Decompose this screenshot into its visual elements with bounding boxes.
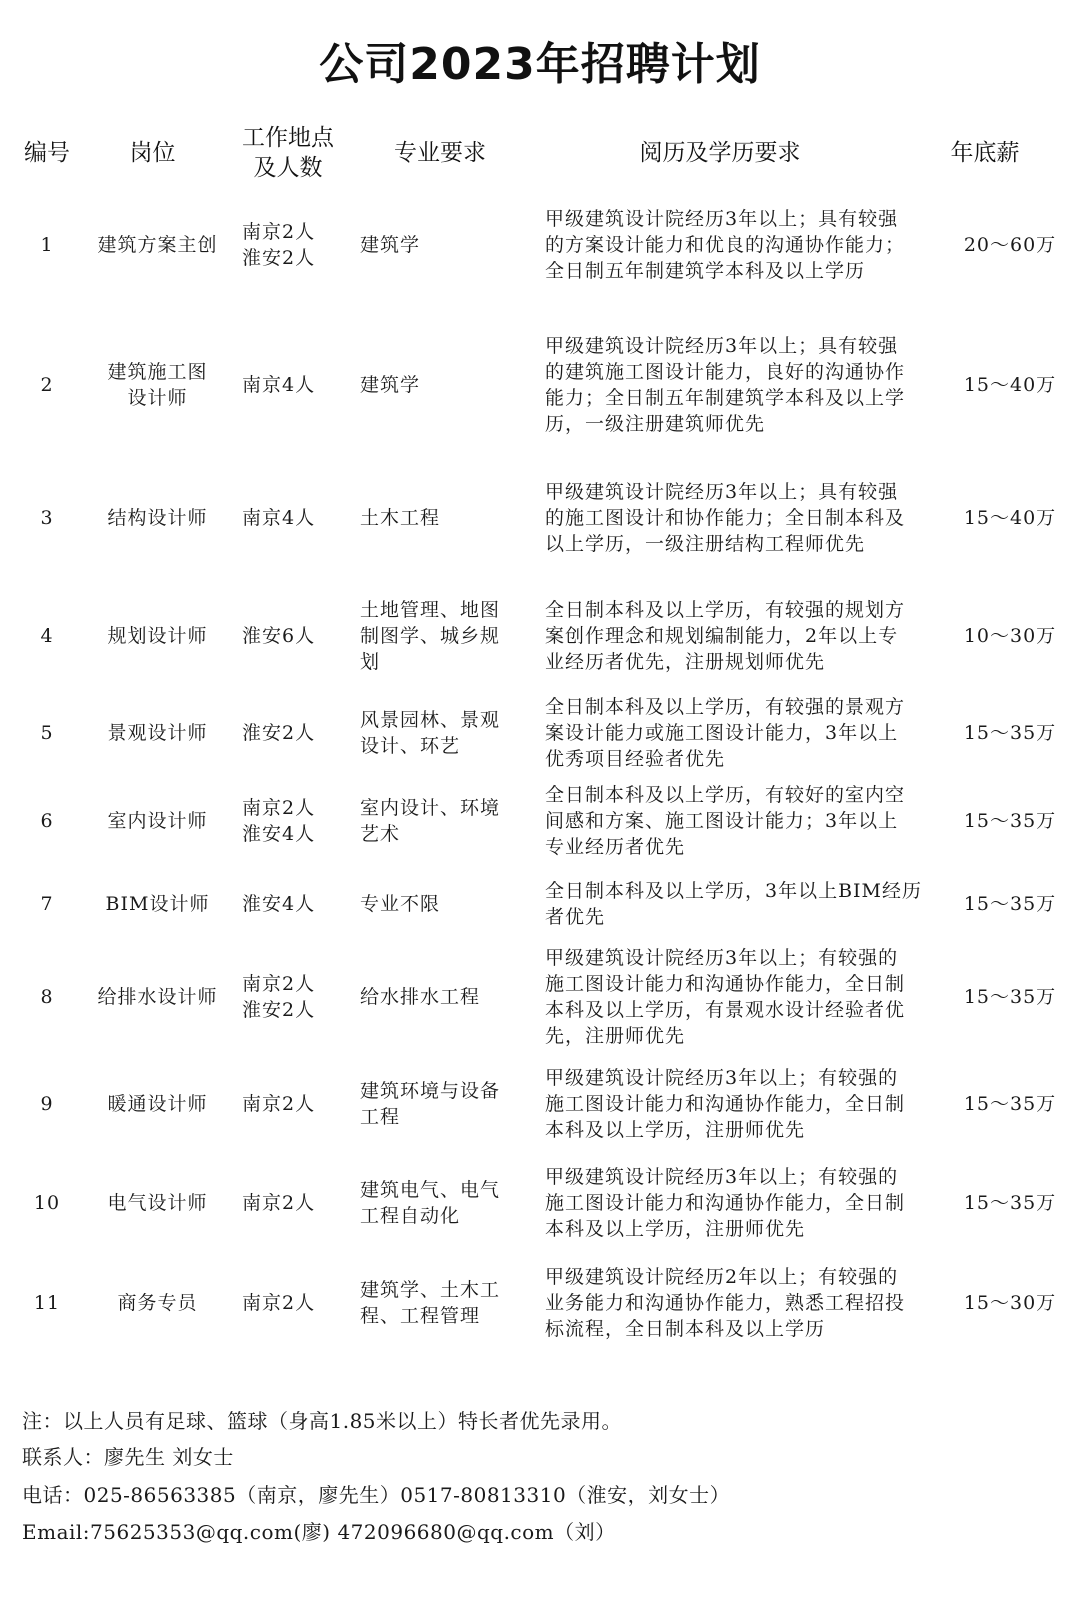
page-title: 公司2023年招聘计划 — [319, 39, 761, 90]
cell-location-line: 南京2人 — [242, 972, 316, 995]
cell-requirements-line: 先，注册师优先 — [545, 1024, 686, 1047]
cell-position-line: 室内设计师 — [107, 810, 208, 832]
cell-salary: 15～30万 — [963, 1291, 1057, 1314]
cell-requirements-line: 施工图设计能力和沟通协作能力，全日制 — [545, 1191, 906, 1214]
cell-requirements-line: 甲级建筑设计院经历3年以上；具有较强 — [545, 480, 899, 503]
cell-position — [90, 1260, 225, 1345]
cell-location-line: 南京4人 — [242, 506, 316, 529]
cell-requirements-line: 本科及以上学历，注册师优先 — [545, 1119, 806, 1141]
table-row — [0, 330, 1080, 440]
footer-contact: 联系人：廖先生 刘女士 — [22, 1445, 234, 1469]
table-row — [0, 688, 1080, 777]
cell-requirements-line: 间感和方案、施工图设计能力；3年以上 — [545, 810, 899, 832]
header-requirements: 阅历及学历要求 — [639, 140, 801, 166]
cell-requirements-line: 优秀项目经验者优先 — [545, 747, 726, 770]
cell-requirements-line: 案创作理念和规划编制能力，2年以上专 — [545, 624, 899, 647]
cell-requirements-line: 全日制本科及以上学历，有较强的景观方 — [545, 695, 906, 718]
cell-position-line: 暖通设计师 — [107, 1093, 208, 1115]
cell-requirements-line: 甲级建筑设计院经历3年以上；具有较强 — [545, 208, 899, 230]
cell-position-line: BIM设计师 — [105, 893, 210, 915]
cell-location-line: 淮安2人 — [242, 721, 316, 744]
cell-major-line: 风景园林、景观 — [360, 708, 501, 731]
cell-requirements — [545, 593, 945, 678]
cell-requirements-line: 甲级建筑设计院经历3年以上；具有较强 — [545, 335, 899, 357]
cell-salary: 10～30万 — [963, 624, 1057, 647]
cell-major — [360, 780, 520, 862]
cell-requirements-line: 全日制本科及以上学历，有较强的规划方 — [545, 598, 906, 621]
cell-position — [90, 1160, 225, 1245]
cell-requirements — [545, 200, 945, 290]
header-location-line1: 工作地点 — [242, 125, 334, 151]
cell-major — [360, 688, 520, 777]
cell-requirements-line: 施工图设计能力和沟通协作能力，全日制 — [545, 972, 906, 995]
cell-num: 3 — [40, 506, 54, 529]
cell-major-line: 程、工程管理 — [360, 1304, 481, 1327]
cell-position — [90, 943, 225, 1050]
cell-major-line: 工程自动化 — [360, 1204, 461, 1227]
cell-position — [90, 780, 225, 862]
cell-salary: 15～35万 — [963, 1191, 1057, 1214]
footer-note: 注：以上人员有足球、篮球（身高1.85米以上）特长者优先录用。 — [22, 1409, 623, 1433]
cell-major-line: 土地管理、地图 — [360, 598, 501, 621]
cell-position — [90, 593, 225, 678]
cell-location-line: 南京2人 — [242, 1093, 316, 1115]
cell-requirements-line: 者优先 — [545, 906, 606, 928]
header-location-line2: 及人数 — [253, 155, 323, 181]
header-num: 编号 — [24, 140, 70, 166]
cell-requirements-line: 甲级建筑设计院经历3年以上；有较强的 — [545, 1165, 899, 1188]
cell-position-line: 电气设计师 — [107, 1191, 208, 1214]
cell-num: 10 — [33, 1191, 61, 1214]
cell-num: 8 — [40, 985, 54, 1008]
cell-major — [360, 593, 520, 678]
cell-location-line: 淮安2人 — [242, 998, 316, 1021]
cell-position-line: 建筑方案主创 — [97, 234, 218, 256]
cell-requirements — [545, 1063, 945, 1145]
cell-location-line: 淮安6人 — [242, 624, 316, 647]
cell-num: 11 — [33, 1291, 61, 1314]
cell-major-line: 室内设计、环境 — [360, 797, 501, 819]
cell-major-line: 建筑电气、电气 — [360, 1178, 501, 1201]
cell-position — [90, 873, 225, 935]
cell-position-line: 结构设计师 — [107, 506, 208, 529]
cell-location-line: 南京2人 — [242, 1291, 316, 1314]
cell-requirements — [545, 1160, 945, 1245]
cell-major-line: 设计、环艺 — [360, 734, 461, 757]
cell-major-line: 给水排水工程 — [360, 985, 481, 1008]
cell-requirements-line: 施工图设计能力和沟通协作能力，全日制 — [545, 1093, 906, 1115]
cell-requirements — [545, 873, 945, 935]
cell-requirements-line: 历，一级注册建筑师优先 — [545, 413, 766, 435]
cell-location-line: 淮安4人 — [242, 893, 316, 915]
table-row — [0, 593, 1080, 678]
cell-salary: 15～35万 — [963, 810, 1057, 832]
cell-location — [242, 1260, 342, 1345]
cell-major — [360, 1160, 520, 1245]
cell-requirements-line: 案设计能力或施工图设计能力，3年以上 — [545, 721, 899, 744]
cell-requirements-line: 的施工图设计和协作能力；全日制本科及 — [545, 506, 906, 529]
cell-location — [242, 200, 342, 290]
cell-requirements-line: 全日制五年制建筑学本科及以上学历 — [545, 260, 866, 282]
cell-location — [242, 330, 342, 440]
cell-requirements-line: 甲级建筑设计院经历2年以上；有较强的 — [545, 1265, 899, 1288]
cell-position — [90, 200, 225, 290]
cell-requirements — [545, 330, 945, 440]
cell-location — [242, 873, 342, 935]
cell-position-line: 规划设计师 — [107, 624, 208, 647]
cell-requirements — [545, 1260, 945, 1345]
cell-requirements — [545, 688, 945, 777]
cell-salary: 15～40万 — [963, 374, 1057, 396]
cell-location-line: 南京2人 — [242, 797, 316, 819]
cell-major — [360, 475, 520, 560]
table-row — [0, 1063, 1080, 1145]
cell-num: 9 — [40, 1093, 54, 1115]
cell-location — [242, 475, 342, 560]
cell-location — [242, 1160, 342, 1245]
cell-requirements-line: 全日制本科及以上学历，有较好的室内空 — [545, 784, 906, 806]
cell-salary: 20～60万 — [963, 234, 1057, 256]
cell-major-line: 划 — [360, 650, 381, 673]
cell-position — [90, 688, 225, 777]
header-position: 岗位 — [129, 140, 176, 166]
header-major: 专业要求 — [394, 140, 486, 166]
cell-salary: 15～35万 — [963, 1093, 1057, 1115]
cell-requirements-line: 甲级建筑设计院经历3年以上；有较强的 — [545, 946, 899, 969]
cell-location — [242, 593, 342, 678]
cell-location-line: 淮安4人 — [242, 823, 316, 845]
table-row — [0, 475, 1080, 560]
footer-email: Email:75625353@qq.com(廖) 472096680@qq.com（刘） — [22, 1520, 616, 1544]
table-row — [0, 1160, 1080, 1245]
cell-requirements-line: 标流程，全日制本科及以上学历 — [545, 1317, 826, 1340]
cell-num: 4 — [40, 624, 54, 647]
cell-major-line: 艺术 — [360, 823, 401, 845]
cell-requirements — [545, 943, 945, 1050]
cell-requirements-line: 以上学历，一级注册结构工程师优先 — [545, 532, 866, 555]
cell-major — [360, 1260, 520, 1345]
cell-requirements-line: 本科及以上学历，有景观水设计经验者优 — [545, 998, 906, 1021]
cell-requirements-line: 全日制本科及以上学历，3年以上BIM经历 — [545, 880, 923, 902]
cell-major-line: 建筑环境与设备 — [360, 1080, 501, 1102]
cell-major-line: 建筑学、土木工 — [360, 1278, 501, 1301]
cell-major-line: 建筑学 — [360, 374, 421, 396]
cell-num: 5 — [40, 721, 54, 744]
cell-requirements-line: 业务能力和沟通协作能力，熟悉工程招投 — [545, 1291, 906, 1314]
cell-location-line: 南京2人 — [242, 1191, 316, 1214]
cell-location-line: 南京2人 — [242, 221, 316, 243]
cell-major — [360, 1063, 520, 1145]
cell-position — [90, 330, 225, 440]
table-row — [0, 780, 1080, 862]
cell-location-line: 淮安2人 — [242, 247, 316, 269]
cell-major — [360, 200, 520, 290]
cell-salary: 15～35万 — [963, 985, 1057, 1008]
cell-position — [90, 475, 225, 560]
cell-major — [360, 943, 520, 1050]
table-row — [0, 1260, 1080, 1345]
cell-requirements — [545, 475, 945, 560]
cell-major-line: 专业不限 — [360, 893, 441, 915]
footer-phone: 电话：025-86563385（南京，廖先生）0517-80813310（淮安，刘女士） — [22, 1483, 731, 1507]
cell-salary: 15～40万 — [963, 506, 1057, 529]
cell-requirements-line: 的建筑施工图设计能力，良好的沟通协作 — [545, 361, 906, 383]
cell-position-line: 建筑施工图 — [107, 361, 208, 383]
cell-num: 7 — [40, 893, 54, 915]
cell-num: 1 — [40, 234, 54, 256]
cell-location — [242, 780, 342, 862]
cell-requirements-line: 能力；全日制五年制建筑学本科及以上学 — [545, 387, 906, 409]
cell-location — [242, 1063, 342, 1145]
cell-position — [90, 1063, 225, 1145]
cell-location-line: 南京4人 — [242, 374, 316, 396]
cell-requirements — [545, 780, 945, 862]
table-row — [0, 873, 1080, 935]
cell-requirements-line: 业经历者优先，注册规划师优先 — [545, 650, 826, 673]
cell-requirements-line: 的方案设计能力和优良的沟通协作能力； — [545, 234, 906, 256]
cell-position-line: 设计师 — [127, 387, 188, 409]
cell-requirements-line: 甲级建筑设计院经历3年以上；有较强的 — [545, 1067, 899, 1089]
cell-position-line: 商务专员 — [117, 1291, 198, 1314]
cell-major-line: 制图学、城乡规 — [360, 624, 501, 647]
cell-major-line: 工程 — [360, 1106, 401, 1128]
cell-num: 2 — [40, 374, 54, 396]
table-row — [0, 200, 1080, 290]
cell-position-line: 景观设计师 — [107, 721, 208, 744]
table-row — [0, 943, 1080, 1050]
cell-major-line: 建筑学 — [360, 234, 421, 256]
cell-position-line: 给排水设计师 — [97, 985, 218, 1008]
cell-salary: 15～35万 — [963, 721, 1057, 744]
cell-major-line: 土木工程 — [360, 506, 441, 529]
cell-salary: 15～35万 — [963, 893, 1057, 915]
cell-location — [242, 688, 342, 777]
header-salary: 年底薪 — [950, 140, 1020, 166]
cell-requirements-line: 专业经历者优先 — [545, 836, 686, 858]
cell-location — [242, 943, 342, 1050]
cell-num: 6 — [40, 810, 54, 832]
cell-requirements-line: 本科及以上学历，注册师优先 — [545, 1217, 806, 1240]
cell-major — [360, 873, 520, 935]
cell-major — [360, 330, 520, 440]
